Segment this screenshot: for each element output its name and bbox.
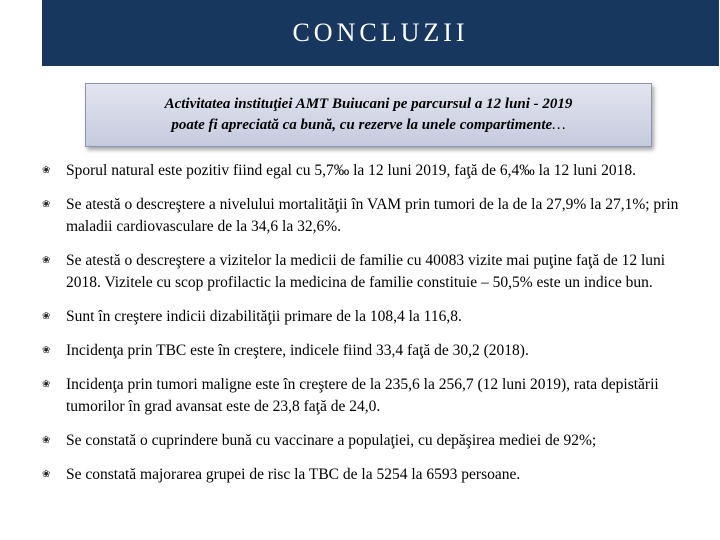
list-item (42, 464, 702, 486)
subtitle-ellipsis: … (552, 117, 566, 133)
list-item (42, 340, 702, 362)
flower-bullet-icon: ❀ (42, 435, 51, 446)
list-item (42, 160, 702, 182)
list-item (42, 374, 702, 418)
list-item-text: Se constată o cuprindere bună cu vaccinare a populaţiei, cu depăşirea mediei de 92%; (66, 432, 597, 449)
flower-bullet-icon: ❀ (42, 469, 51, 480)
list-item (42, 194, 702, 238)
list-item-text: Se atestă o descreştere a vizitelor la medicii de familie cu 40083 vizite mai puţine faţă de 12 luni 2018. Vizitele cu scop profilactic la medicina de familie constituie – 50,5% este un indice bun. (66, 252, 666, 291)
flower-bullet-icon: ❀ (42, 379, 51, 390)
list-item (42, 306, 702, 328)
conclusion-list (42, 160, 702, 498)
list-item-text: Sporul natural este pozitiv fiind egal cu 5,7‰ la 12 luni 2019, faţă de 6,4‰ la 12 luni 2018. (66, 162, 636, 179)
page-title: CONCLUZII (292, 18, 469, 47)
list-item-text: Se atestă o descreştere a nivelului mortalităţii în VAM prin tumori de la de la 27,9% la 27,1%; prin maladii cardiovasculare de la 34,6 la 32,6%. (66, 196, 679, 235)
list-item (42, 250, 702, 294)
flower-bullet-icon: ❀ (42, 165, 51, 176)
subtitle-line-2 (171, 115, 565, 136)
subtitle-line-1: Activitatea instituţiei AMT Buiucani pe parcursul a 12 luni - 2019 (164, 96, 573, 112)
list-item-text: Sunt în creştere indicii dizabilităţii primare de la 108,4 la 116,8. (66, 308, 462, 325)
flower-bullet-icon: ❀ (42, 255, 51, 266)
list-item (42, 430, 702, 452)
subtitle-line-2-text: poate fi apreciată ca bună, cu rezerve la unele compartimente (171, 117, 553, 133)
flower-bullet-icon: ❀ (42, 345, 51, 356)
list-item-text: Incidenţa prin tumori maligne este în creştere de la 235,6 la 256,7 (12 luni 2019), rata depistării tumorilor în grad avansat este de 23,8 faţă de 24,0. (66, 376, 659, 415)
list-item-text: Incidenţa prin TBC este în creştere, indicele fiind 33,4 faţă de 30,2 (2018). (66, 342, 529, 359)
flower-bullet-icon: ❀ (42, 199, 51, 210)
title-banner (42, 0, 719, 66)
subtitle-box (85, 83, 652, 147)
list-item-text: Se constată majorarea grupei de risc la TBC de la 5254 la 6593 persoane. (66, 466, 521, 483)
flower-bullet-icon: ❀ (42, 311, 51, 322)
